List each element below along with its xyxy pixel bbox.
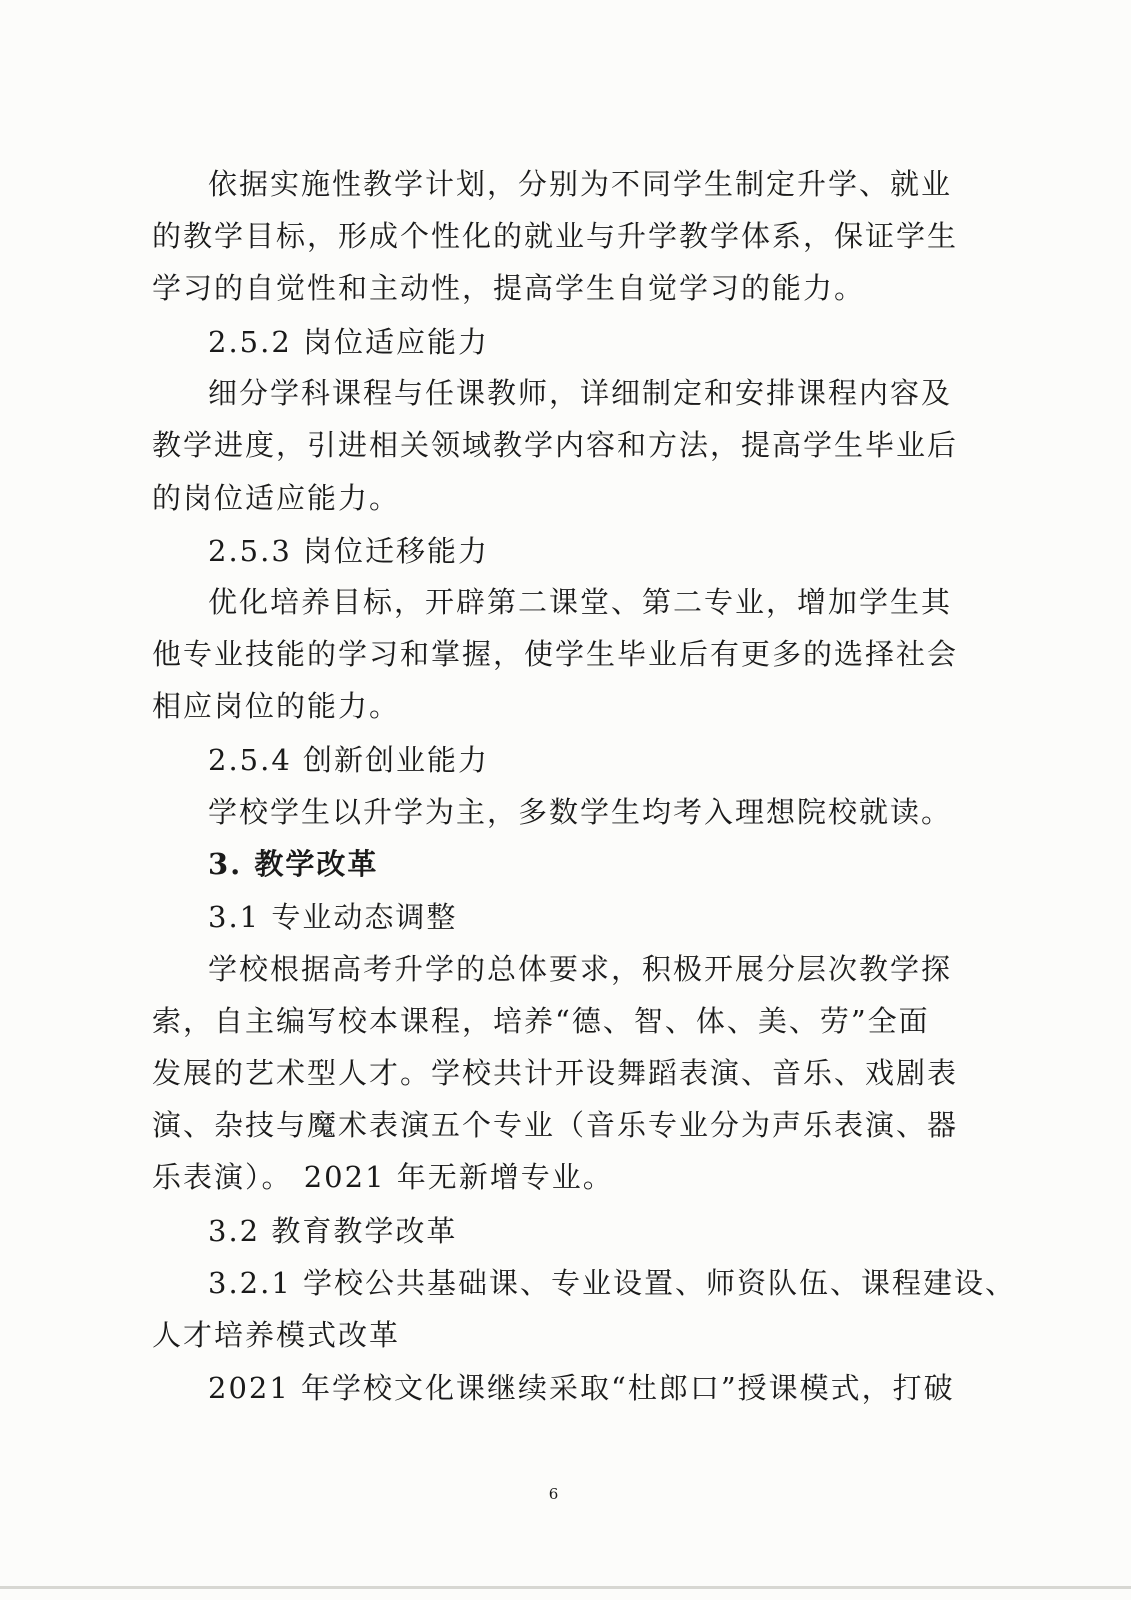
body-text-line: 的岗位适应能力。 (152, 481, 401, 515)
body-text-line: 学校根据高考升学的总体要求，积极开展分层次教学探 (208, 952, 953, 986)
scan-edge-divider (0, 1586, 1131, 1589)
body-text-line: 相应岗位的能力。 (152, 689, 401, 723)
body-text-line: 2021 年学校文化课继续采取“杜郎口”授课模式，打破 (208, 1371, 955, 1405)
body-text-line: 的教学目标，形成个性化的就业与升学教学体系，保证学生 (152, 219, 959, 253)
body-text-line: 演、杂技与魔术表演五个专业（音乐专业分为声乐表演、器 (152, 1108, 959, 1142)
body-text-line: 索，自主编写校本课程，培养“德、智、体、美、劳”全面 (152, 1004, 930, 1038)
page-number: 6 (548, 1485, 559, 1503)
body-text-line: 他专业技能的学习和掌握，使学生毕业后有更多的选择社会 (152, 637, 959, 671)
section-heading: 2.5.4 创新创业能力 (208, 743, 490, 777)
section-heading: 2.5.2 岗位适应能力 (208, 325, 490, 359)
body-text-line: 学校学生以升学为主，多数学生均考入理想院校就读。 (208, 795, 953, 829)
subsection-heading: 人才培养模式改革 (152, 1318, 401, 1352)
body-text-line: 学习的自觉性和主动性，提高学生自觉学习的能力。 (152, 271, 866, 305)
subsection-heading: 3.2.1 学校公共基础课、专业设置、师资队伍、课程建设、 (208, 1266, 1017, 1300)
body-text-line: 细分学科课程与任课教师，详细制定和安排课程内容及 (208, 376, 953, 410)
body-text-line: 乐表演）。 2021 年无新增专业。 (152, 1160, 614, 1194)
chapter-heading: 3. 教学改革 (208, 847, 379, 881)
body-text-line: 教学进度，引进相关领域教学内容和方法，提高学生毕业后 (152, 428, 959, 462)
section-heading: 3.1 专业动态调整 (208, 900, 458, 934)
body-text-line: 发展的艺术型人才。学校共计开设舞蹈表演、音乐、戏剧表 (152, 1056, 959, 1090)
body-text-line: 依据实施性教学计划，分别为不同学生制定升学、就业 (208, 167, 953, 201)
section-heading: 3.2 教育教学改革 (208, 1214, 458, 1248)
section-heading: 2.5.3 岗位迁移能力 (208, 534, 490, 568)
body-text-line: 优化培养目标，开辟第二课堂、第二专业，增加学生其 (208, 585, 953, 619)
